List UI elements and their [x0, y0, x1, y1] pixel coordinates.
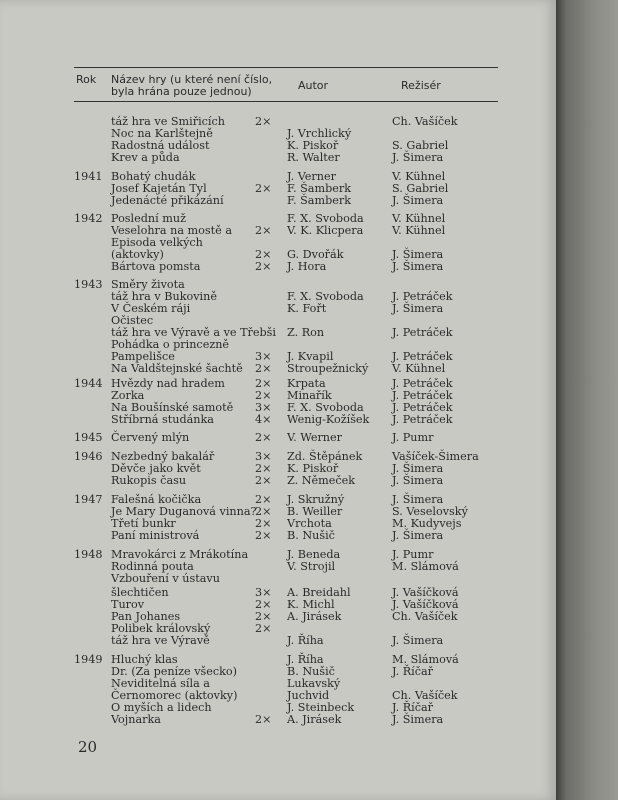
year-label: 1946 [74, 450, 103, 463]
performance-count: 2× [255, 713, 272, 726]
performance-count: 3× [255, 450, 272, 463]
author: V. Werner [287, 431, 342, 444]
director: J. Petráček [392, 413, 453, 426]
director: J. Vašíčková [392, 586, 459, 599]
play-title: Černomorec (aktovky) [111, 689, 238, 702]
play-title: táž hra ve Výravě [111, 634, 210, 647]
author: B. Nušič [287, 529, 335, 542]
performance-count: 2× [255, 610, 272, 623]
author: Vrchota [287, 517, 332, 530]
performance-count: 3× [255, 586, 272, 599]
play-title: Episoda velkých [111, 236, 203, 249]
performance-count: 2× [255, 260, 272, 273]
year-label: 1943 [74, 278, 103, 291]
play-title: Neviditelná síla a [111, 677, 210, 690]
play-title: táž hra ve Výravě a ve Třebši [111, 326, 276, 339]
play-title: Nezbedný bakalář [111, 450, 215, 463]
author: Zd. Štěpánek [287, 450, 363, 463]
play-title: Dr. (Za peníze všecko) [111, 665, 238, 678]
header-title-line2: byla hrána pouze jednou) [111, 85, 252, 98]
performance-count: 2× [255, 529, 272, 542]
author: V. K. Klicpera [287, 224, 364, 237]
author: F. X. Svoboda [287, 290, 364, 303]
author: F. X. Svoboda [287, 401, 364, 414]
play-title: Poslední muž [111, 212, 186, 225]
performance-count: 2× [255, 517, 272, 530]
play-title: Hluchý klas [111, 653, 178, 666]
play-title: Třetí bunkr [111, 517, 176, 530]
performance-count: 2× [255, 115, 272, 128]
author: A. Jirásek [287, 610, 342, 623]
director: J. Petráček [392, 326, 453, 339]
play-title: Rukopis času [111, 474, 187, 487]
play-title: Bártova pomsta [111, 260, 201, 273]
performance-count: 3× [255, 350, 272, 363]
performance-count: 2× [255, 224, 272, 237]
author: Lukavský [287, 677, 341, 690]
header-year: Rok [76, 73, 97, 86]
play-title: Hvězdy nad hradem [111, 377, 225, 390]
header-author: Autor [298, 79, 329, 92]
play-title: šlechtičen [111, 586, 169, 599]
play-title: Vzbouření v ústavu [111, 572, 220, 585]
play-title: Krev a půda [111, 151, 180, 164]
director: J. Šimera [392, 634, 444, 647]
play-title: Červený mlýn [111, 431, 190, 444]
performance-count: 2× [255, 389, 272, 402]
performance-count: 2× [255, 431, 272, 444]
director: Ch. Vašíček [392, 115, 458, 128]
play-title: Paní ministrová [111, 529, 200, 542]
author: F. Šamberk [287, 194, 351, 207]
play-title: Děvče jako květ [111, 462, 201, 475]
director: V. Kühnel [392, 170, 446, 183]
play-title: Bohatý chudák [111, 170, 196, 183]
author: J. Kvapil [287, 350, 334, 363]
director: J. Šimera [392, 713, 444, 726]
performance-count: 2× [255, 182, 272, 195]
year-label: 1945 [74, 431, 103, 444]
play-title: Pan Johanes [111, 610, 181, 623]
performance-count: 2× [255, 505, 272, 518]
author: F. X. Svoboda [287, 212, 364, 225]
performance-count: 2× [255, 377, 272, 390]
author: K. Michl [287, 598, 335, 611]
performance-count: 3× [255, 401, 272, 414]
play-title: Mravokárci z Mrákotína [111, 548, 249, 561]
performance-count: 2× [255, 474, 272, 487]
director: J. Pumr [392, 431, 434, 444]
play-title: Radostná událost [111, 139, 210, 152]
author: B. Weiller [287, 505, 343, 518]
play-title: (aktovky) [111, 248, 164, 261]
author: J. Skružný [287, 493, 345, 506]
play-title: Polibek královský [111, 622, 211, 635]
director: J. Petráček [392, 389, 453, 402]
director: J. Pumr [392, 548, 434, 561]
year-label: 1942 [74, 212, 103, 225]
play-title: V Českém ráji [111, 302, 191, 315]
year-label: 1941 [74, 170, 103, 183]
director: J. Šimera [392, 493, 444, 506]
director: J. Říčař [392, 665, 434, 678]
author: K. Piskoř [287, 462, 339, 475]
director: J. Petráček [392, 350, 453, 363]
author: J. Beneda [287, 548, 341, 561]
author: G. Dvořák [287, 248, 344, 261]
year-label: 1944 [74, 377, 103, 390]
director: M. Slámová [392, 653, 459, 666]
top-rule [74, 67, 498, 68]
play-title: táž hra v Bukovině [111, 290, 217, 303]
author: V. Strojil [287, 560, 336, 573]
play-title: Pohádka o princezně [111, 338, 230, 351]
play-title: Zorka [111, 389, 145, 402]
author: Wenig-Kožíšek [287, 413, 370, 426]
director: J. Říčař [392, 701, 434, 714]
author: R. Walter [287, 151, 340, 164]
header-director: Režisér [401, 79, 441, 92]
author: Minařík [287, 389, 332, 402]
performance-count: 2× [255, 248, 272, 261]
author: A. Jirásek [287, 713, 342, 726]
author: J. Hora [287, 260, 327, 273]
performance-count: 2× [255, 362, 272, 375]
author: K. Fořt [287, 302, 327, 315]
director: J. Šimera [392, 302, 444, 315]
play-title: Rodinná pouta [111, 560, 194, 573]
director: J. Šimera [392, 248, 444, 261]
author: K. Piskoř [287, 139, 339, 152]
director: M. Slámová [392, 560, 459, 573]
author: Z. Ron [287, 326, 325, 339]
director: V. Kühnel [392, 362, 446, 375]
author: A. Breidahl [287, 586, 351, 599]
year-label: 1947 [74, 493, 103, 506]
performance-count: 2× [255, 493, 272, 506]
play-title: Veselohra na mostě a [111, 224, 232, 237]
performance-count: 2× [255, 598, 272, 611]
director: J. Šimera [392, 260, 444, 273]
play-title: Vojnarka [111, 713, 161, 726]
director: J. Petráček [392, 290, 453, 303]
director: J. Šimera [392, 462, 444, 475]
director: J. Šimera [392, 529, 444, 542]
author: Stroupežnický [287, 362, 369, 375]
performance-count: 2× [255, 622, 272, 635]
performance-count: 2× [255, 462, 272, 475]
play-title: O myších a lidech [111, 701, 212, 714]
director: Vašíček-Šimera [392, 450, 479, 463]
director: V. Kühnel [392, 224, 446, 237]
director: J. Šimera [392, 151, 444, 164]
author: J. Vrchlický [287, 127, 352, 140]
director: M. Kudyvejs [392, 517, 462, 530]
author: Juchvid [287, 689, 330, 702]
author: J. Steinbeck [287, 701, 355, 714]
header-title-line1: Název hry (u které není číslo, [111, 73, 273, 86]
director: S. Gabriel [392, 182, 449, 195]
director: J. Šimera [392, 194, 444, 207]
author: Z. Němeček [287, 474, 355, 487]
play-title: Stříbrná studánka [111, 413, 214, 426]
play-title: Jedenácté přikázání [111, 194, 224, 207]
play-title: Na Boušínské samotě [111, 401, 234, 414]
director: V. Kühnel [392, 212, 446, 225]
author: J. Říha [287, 653, 324, 666]
play-title: Je Mary Duganová vinna? [111, 505, 257, 518]
director: J. Šimera [392, 474, 444, 487]
performance-count: 4× [255, 413, 272, 426]
play-title: Na Valdštejnské šachtě [111, 362, 243, 375]
director: S. Gabriel [392, 139, 449, 152]
author: B. Nušič [287, 665, 335, 678]
play-title: táž hra ve Smiřicích [111, 115, 225, 128]
author: J. Říha [287, 634, 324, 647]
play-title: Turov [111, 598, 145, 611]
page-number: 20 [78, 738, 98, 756]
play-title: Josef Kajetán Tyl [111, 182, 207, 195]
director: Ch. Vašíček [392, 610, 458, 623]
year-label: 1948 [74, 548, 103, 561]
director: S. Veselovský [392, 505, 468, 518]
director: J. Petráček [392, 401, 453, 414]
play-title: Pampelišce [111, 350, 175, 363]
header-rule [74, 101, 498, 102]
director: J. Petráček [392, 377, 453, 390]
author: J. Verner [287, 170, 336, 183]
director: J. Vašíčková [392, 598, 459, 611]
play-title: Falešná kočička [111, 493, 202, 506]
director: Ch. Vašíček [392, 689, 458, 702]
author: Krpata [287, 377, 326, 390]
play-title: Směry života [111, 278, 185, 291]
author: F. Šamberk [287, 182, 351, 195]
next-page-edge [556, 0, 618, 800]
year-label: 1949 [74, 653, 103, 666]
play-title: Očistec [111, 314, 154, 327]
play-title: Noc na Karlštejně [111, 127, 213, 140]
